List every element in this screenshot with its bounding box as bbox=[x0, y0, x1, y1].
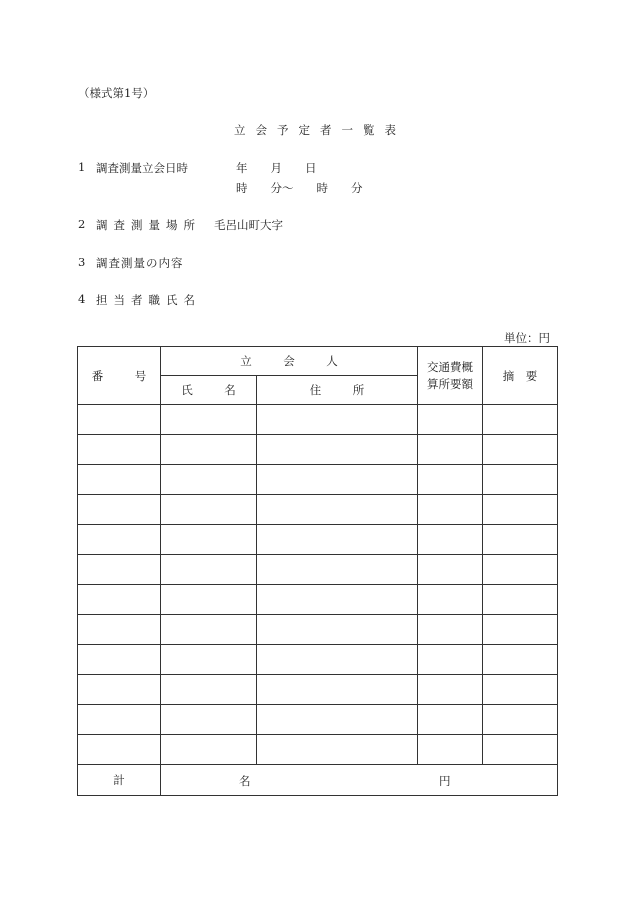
document-title: 立会予定者一覧表 bbox=[234, 123, 406, 137]
cell-name bbox=[161, 405, 257, 435]
total-row bbox=[78, 765, 558, 796]
form-number-label: （様式第1号） bbox=[78, 86, 155, 100]
cell-address bbox=[257, 615, 418, 645]
cell-address bbox=[257, 585, 418, 615]
cell-transport-cost bbox=[418, 435, 483, 465]
item-2-number: 2 bbox=[78, 217, 86, 231]
cell-transport-cost bbox=[418, 615, 483, 645]
cell-remarks bbox=[483, 405, 558, 435]
cell-transport-cost bbox=[418, 735, 483, 765]
table-row bbox=[78, 435, 558, 465]
cell-transport-cost bbox=[418, 495, 483, 525]
cell-name bbox=[161, 555, 257, 585]
item-3-number: 3 bbox=[78, 255, 86, 269]
total-values bbox=[161, 765, 558, 796]
cell-name bbox=[161, 465, 257, 495]
cell-transport-cost bbox=[418, 555, 483, 585]
item-1-date-line: 年 月 日 bbox=[236, 161, 317, 175]
table-row bbox=[78, 615, 558, 645]
header-transport-line2: 算所要額 bbox=[427, 376, 473, 391]
cell-name bbox=[161, 675, 257, 705]
table-row bbox=[78, 465, 558, 495]
total-count-unit: 名 bbox=[239, 774, 251, 788]
cell-transport-cost bbox=[418, 585, 483, 615]
header-number: 番 号 bbox=[78, 347, 161, 405]
cell-remarks bbox=[483, 435, 558, 465]
header-remarks: 摘 要 bbox=[483, 347, 558, 405]
header-attendee: 立 会 人 bbox=[161, 347, 418, 376]
cell-name bbox=[161, 615, 257, 645]
cell-address bbox=[257, 675, 418, 705]
cell-remarks bbox=[483, 675, 558, 705]
cell-remarks bbox=[483, 555, 558, 585]
cell-remarks bbox=[483, 495, 558, 525]
cell-transport-cost bbox=[418, 465, 483, 495]
cell-number bbox=[78, 645, 161, 675]
cell-remarks bbox=[483, 705, 558, 735]
table-row bbox=[78, 525, 558, 555]
table-row bbox=[78, 735, 558, 765]
header-name: 氏 名 bbox=[161, 376, 257, 405]
header-transport-cost bbox=[418, 347, 483, 405]
cell-remarks bbox=[483, 735, 558, 765]
cell-address bbox=[257, 435, 418, 465]
cell-remarks bbox=[483, 645, 558, 675]
attendee-table bbox=[77, 346, 558, 796]
cell-number bbox=[78, 435, 161, 465]
unit-label: 単位：円 bbox=[504, 331, 550, 345]
header-address: 住 所 bbox=[257, 376, 418, 405]
item-4-label: 担当者職氏名 bbox=[96, 293, 201, 307]
cell-number bbox=[78, 525, 161, 555]
cell-address bbox=[257, 525, 418, 555]
item-2-location-value: 毛呂山町大字 bbox=[214, 218, 283, 232]
cell-number bbox=[78, 615, 161, 645]
cell-transport-cost bbox=[418, 705, 483, 735]
item-2-label: 調査測量場所 bbox=[96, 218, 201, 232]
cell-transport-cost bbox=[418, 525, 483, 555]
header-transport-line1: 交通費概 bbox=[427, 359, 473, 374]
cell-address bbox=[257, 495, 418, 525]
cell-remarks bbox=[483, 465, 558, 495]
total-label: 計 bbox=[78, 765, 161, 796]
cell-name bbox=[161, 705, 257, 735]
cell-name bbox=[161, 435, 257, 465]
table-body bbox=[78, 405, 558, 765]
cell-number bbox=[78, 465, 161, 495]
cell-remarks bbox=[483, 615, 558, 645]
cell-transport-cost bbox=[418, 405, 483, 435]
item-1-number: 1 bbox=[78, 160, 86, 174]
cell-name bbox=[161, 495, 257, 525]
cell-number bbox=[78, 705, 161, 735]
cell-address bbox=[257, 735, 418, 765]
cell-address bbox=[257, 405, 418, 435]
cell-transport-cost bbox=[418, 645, 483, 675]
cell-name bbox=[161, 645, 257, 675]
item-3-label: 調査測量の内容 bbox=[96, 256, 184, 270]
cell-name bbox=[161, 585, 257, 615]
cell-address bbox=[257, 645, 418, 675]
total-amount-unit: 円 bbox=[439, 774, 451, 788]
cell-remarks bbox=[483, 585, 558, 615]
cell-name bbox=[161, 735, 257, 765]
cell-remarks bbox=[483, 525, 558, 555]
cell-number bbox=[78, 735, 161, 765]
cell-number bbox=[78, 495, 161, 525]
table-row bbox=[78, 645, 558, 675]
item-4-number: 4 bbox=[78, 292, 86, 306]
table-row bbox=[78, 585, 558, 615]
cell-address bbox=[257, 555, 418, 585]
table-row bbox=[78, 555, 558, 585]
cell-transport-cost bbox=[418, 675, 483, 705]
item-1-label: 調査測量立会日時 bbox=[96, 161, 188, 175]
table-row bbox=[78, 495, 558, 525]
table-row bbox=[78, 405, 558, 435]
table-row bbox=[78, 705, 558, 735]
cell-number bbox=[78, 405, 161, 435]
cell-number bbox=[78, 555, 161, 585]
cell-number bbox=[78, 675, 161, 705]
cell-address bbox=[257, 705, 418, 735]
table-row bbox=[78, 675, 558, 705]
cell-name bbox=[161, 525, 257, 555]
cell-address bbox=[257, 465, 418, 495]
item-1-time-line: 時 分〜 時 分 bbox=[236, 181, 363, 195]
cell-number bbox=[78, 585, 161, 615]
